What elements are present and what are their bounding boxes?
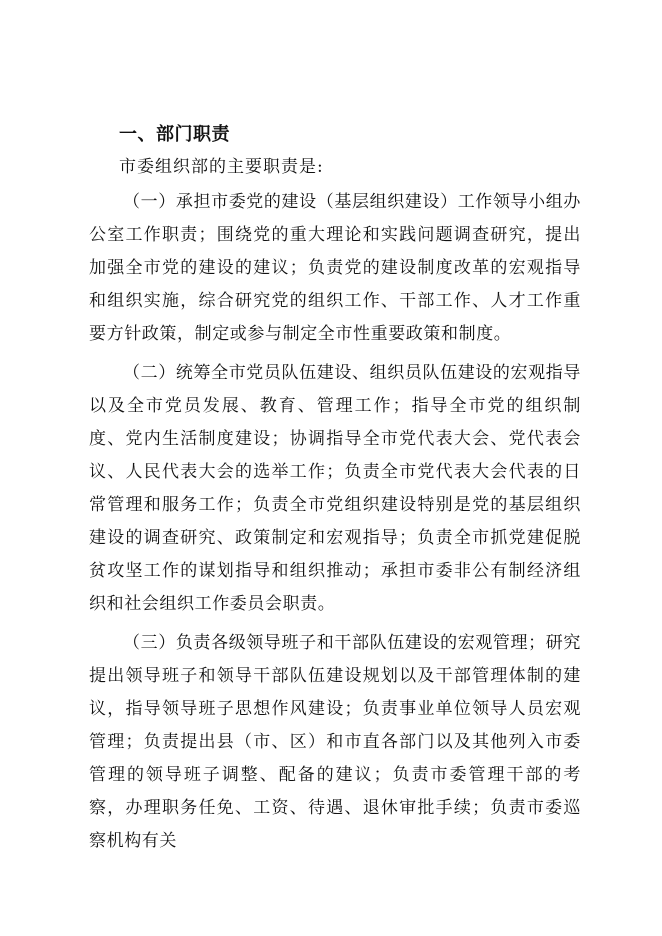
duty-paragraph-2: （二）统筹全市党员队伍建设、组织员队伍建设的宏观指导以及全市党员发展、教育、管理工作；指导全市党的组织制度、党内生活制度建设；协调指导全市党代表大会、党代表会议、人民代表大会的选举工作；负责全市党代表大会代表的日常管理和服务工作；负责全市党组织建设特别是党的基层组织建设的调查研究、政策制定和宏观指导；负责全市抓党建促脱贫攻坚工作的谋划指导和组织推动；承担市委非公有制经济组织和社会组织工作委员会职责。 [89,363,581,614]
duty-paragraph-3: （三）负责各级领导班子和干部队伍建设的宏观管理；研究提出领导班子和领导干部队伍建设规划以及干部管理体制的建议，指导领导班子思想作风建设；负责事业单位领导人员宏观管理；负责提出县（市、区）和市直各部门以及其他列入市委管理的领导班子调整、配备的建议；负责市委管理干部的考察，办理职务任免、工资、待遇、退休审批手续；负责市委巡察机构有关 [89,633,581,851]
intro-text: 市委组织部的主要职责是: [119,157,324,177]
duty-paragraph-1: （一）承担市委党的建设（基层组织建设）工作领导小组办公室工作职责；围绕党的重大理论和实践问题调查研究，提出加强全市党的建设的建议；负责党的建设制度改革的宏观指导和组织实施，综合研究党的组织工作、干部工作、人才工作重要方针政策，制定或参与制定全市性重要政策和制度。 [89,192,581,344]
document-body [89,124,581,858]
section-heading: 一、部门职责 [119,124,230,145]
